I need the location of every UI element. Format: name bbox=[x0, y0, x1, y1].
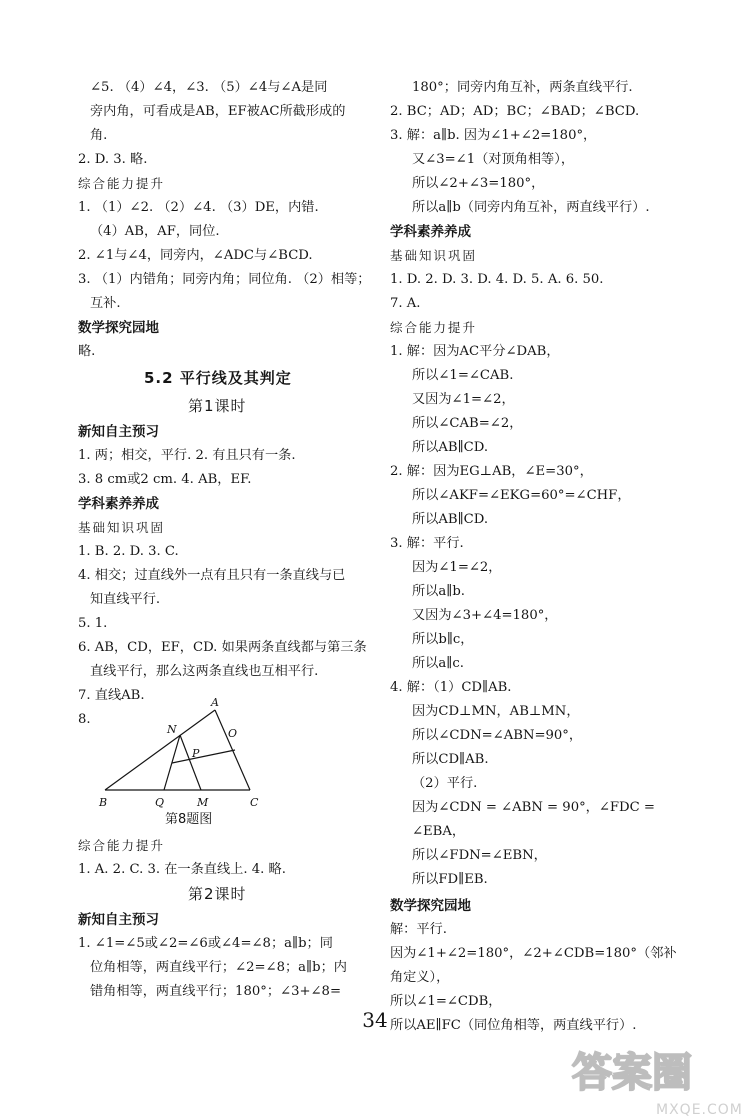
segment-nm bbox=[180, 735, 201, 790]
answer-line: 角定义）， bbox=[390, 970, 450, 985]
answer-line: 所以a∥b（同旁内角互补，两直线平行）. bbox=[412, 200, 650, 215]
answer-line: 3. 解：a∥b. 因为∠1+∠2=180°， bbox=[390, 128, 597, 143]
subheading: 综合能力提升 bbox=[78, 838, 166, 853]
answer-line: 所以∠1=∠CDB， bbox=[390, 994, 502, 1009]
answer-line: 2. BC；AD；AD；BC；∠BAD；∠BCD. bbox=[390, 104, 640, 119]
answer-line: 所以AB∥CD. bbox=[412, 512, 489, 527]
watermark-url: MXQE.COM bbox=[656, 1102, 743, 1118]
chapter-title: 5.2 平行线及其判定 bbox=[144, 369, 292, 387]
answer-line: 又因为∠3+∠4=180°， bbox=[412, 608, 558, 623]
answer-line: 知直线平行. bbox=[90, 592, 161, 607]
watermark-logo bbox=[568, 1042, 750, 1120]
answer-line: 1. A. 2. C. 3. 在一条直线上. 4. 略. bbox=[78, 862, 286, 877]
answer-line: 所以AE∥FC（同位角相等，两直线平行）. bbox=[390, 1018, 637, 1033]
answer-line: 6. AB，CD，EF，CD. 如果两条直线都与第三条 bbox=[78, 640, 367, 655]
answer-line: 所以∠CAB=∠2， bbox=[412, 416, 523, 431]
label-q: Q bbox=[155, 796, 165, 809]
answer-line: 1. D. 2. D. 3. D. 4. D. 5. A. 6. 50. bbox=[390, 272, 604, 287]
figure-caption: 第8题图 bbox=[165, 812, 213, 825]
answer-line: 因为∠1+∠2=180°，∠2+∠CDB=180°（邻补 bbox=[390, 946, 677, 961]
answer-line: 4. 相交；过直线外一点有且只有一条直线与已 bbox=[78, 568, 346, 583]
answer-line: （2）平行. bbox=[412, 776, 478, 791]
answer-line: 180°；同旁内角互补，两条直线平行. bbox=[412, 80, 633, 95]
segment-po bbox=[172, 750, 235, 763]
subheading: 综合能力提升 bbox=[78, 176, 166, 191]
answer-line: 4. 解：（1）CD∥AB. bbox=[390, 680, 512, 695]
answer-line: （4）AB，AF，同位. bbox=[90, 224, 220, 239]
answer-line: 错角相等，两直线平行；180°；∠3+∠8= bbox=[90, 984, 341, 999]
label-m: M bbox=[197, 796, 209, 809]
subheading: 基础知识巩固 bbox=[78, 520, 166, 535]
answer-line: 1. 两；相交，平行. 2. 有且只有一条. bbox=[78, 448, 296, 463]
answer-line: 7. 直线AB. bbox=[78, 688, 145, 703]
answer-line: 1. （1）∠2. （2）∠4. （3）DE，内错. bbox=[78, 200, 319, 215]
subheading: 基础知识巩固 bbox=[390, 248, 478, 263]
answer-line: 因为CD⊥MN，AB⊥MN， bbox=[412, 704, 580, 719]
answer-line: 旁内角，可看成是AB，EF被AC所截形成的 bbox=[90, 104, 346, 119]
answer-line: 所以FD∥EB. bbox=[412, 872, 488, 887]
answer-line: 所以CD∥AB. bbox=[412, 752, 489, 767]
answer-line: 3. （1）内错角；同旁内角；同位角. （2）相等； bbox=[78, 272, 371, 287]
label-p: P bbox=[192, 747, 200, 760]
answer-line: 7. A. bbox=[390, 296, 421, 311]
answer-line: 角. bbox=[90, 128, 108, 143]
label-n: N bbox=[167, 723, 177, 736]
answer-line: ∠5. （4）∠4，∠3. （5）∠4与∠A是同 bbox=[90, 80, 328, 95]
label-b: B bbox=[99, 796, 108, 809]
answer-line: 1. 解：因为AC平分∠DAB， bbox=[390, 344, 560, 359]
answer-line: 所以a∥b. bbox=[412, 584, 465, 599]
answer-line: 所以∠1=∠CAB. bbox=[412, 368, 514, 383]
answer-line: 位角相等，两直线平行；∠2=∠8；a∥b；内 bbox=[90, 960, 347, 975]
watermark-title: 答案圈 bbox=[572, 1050, 692, 1096]
answer-line: 所以a∥c. bbox=[412, 656, 464, 671]
answer-line: 1. ∠1=∠5或∠2=∠6或∠4=∠8；a∥b；同 bbox=[78, 936, 333, 951]
answer-line: 所以∠AKF=∠EKG=60°=∠CHF， bbox=[412, 488, 631, 503]
lesson-title: 第1课时 bbox=[188, 397, 247, 415]
label-a: A bbox=[211, 696, 219, 709]
answer-line: 又因为∠1=∠2， bbox=[412, 392, 515, 407]
answer-line: 解：平行. bbox=[390, 922, 447, 937]
answer-line: 直线平行，那么这两条直线也互相平行. bbox=[90, 664, 319, 679]
lesson-title: 第2课时 bbox=[188, 885, 247, 903]
section-heading: 数学探究园地 bbox=[390, 898, 471, 914]
answer-line: 因为∠CDN = ∠ABN = 90°，∠FDC = bbox=[412, 800, 655, 815]
answer-line: 3. 8 cm或2 cm. 4. AB，EF. bbox=[78, 472, 252, 487]
section-heading: 数学探究园地 bbox=[78, 320, 159, 336]
answer-line: 所以AB∥CD. bbox=[412, 440, 489, 455]
page-number: 34 bbox=[362, 1008, 388, 1032]
answer-line: 所以b∥c， bbox=[412, 632, 474, 647]
section-heading: 新知自主预习 bbox=[78, 424, 159, 440]
subheading: 综合能力提升 bbox=[390, 320, 478, 335]
answer-line: 又∠3=∠1（对顶角相等）， bbox=[412, 152, 575, 167]
answer-line: ∠EBA， bbox=[412, 824, 466, 839]
answer-line: 1. B. 2. D. 3. C. bbox=[78, 544, 179, 559]
answer-line: 5. 1. bbox=[78, 616, 108, 631]
answer-line: 2. ∠1与∠4，同旁内，∠ADC与∠BCD. bbox=[78, 248, 313, 263]
section-heading: 新知自主预习 bbox=[78, 912, 159, 928]
answer-line: 因为∠1=∠2， bbox=[412, 560, 502, 575]
triangle-figure bbox=[95, 695, 295, 825]
label-c: C bbox=[250, 796, 259, 809]
answer-line: 3. 解：平行. bbox=[390, 536, 464, 551]
answer-line: 所以∠2+∠3=180°， bbox=[412, 176, 545, 191]
answer-line: 2. 解：因为EG⊥AB，∠E=30°， bbox=[390, 464, 593, 479]
section-heading: 学科素养养成 bbox=[78, 496, 159, 512]
answer-line: 所以∠FDN=∠EBN， bbox=[412, 848, 547, 863]
answer-line: 2. D. 3. 略. bbox=[78, 152, 148, 167]
label-o: O bbox=[228, 727, 238, 740]
answer-line: 8. bbox=[78, 712, 91, 727]
answer-line: 略. bbox=[78, 344, 96, 359]
answer-line: 所以∠CDN=∠ABN=90°， bbox=[412, 728, 583, 743]
section-heading: 学科素养养成 bbox=[390, 224, 471, 240]
answer-line: 互补. bbox=[90, 296, 121, 311]
